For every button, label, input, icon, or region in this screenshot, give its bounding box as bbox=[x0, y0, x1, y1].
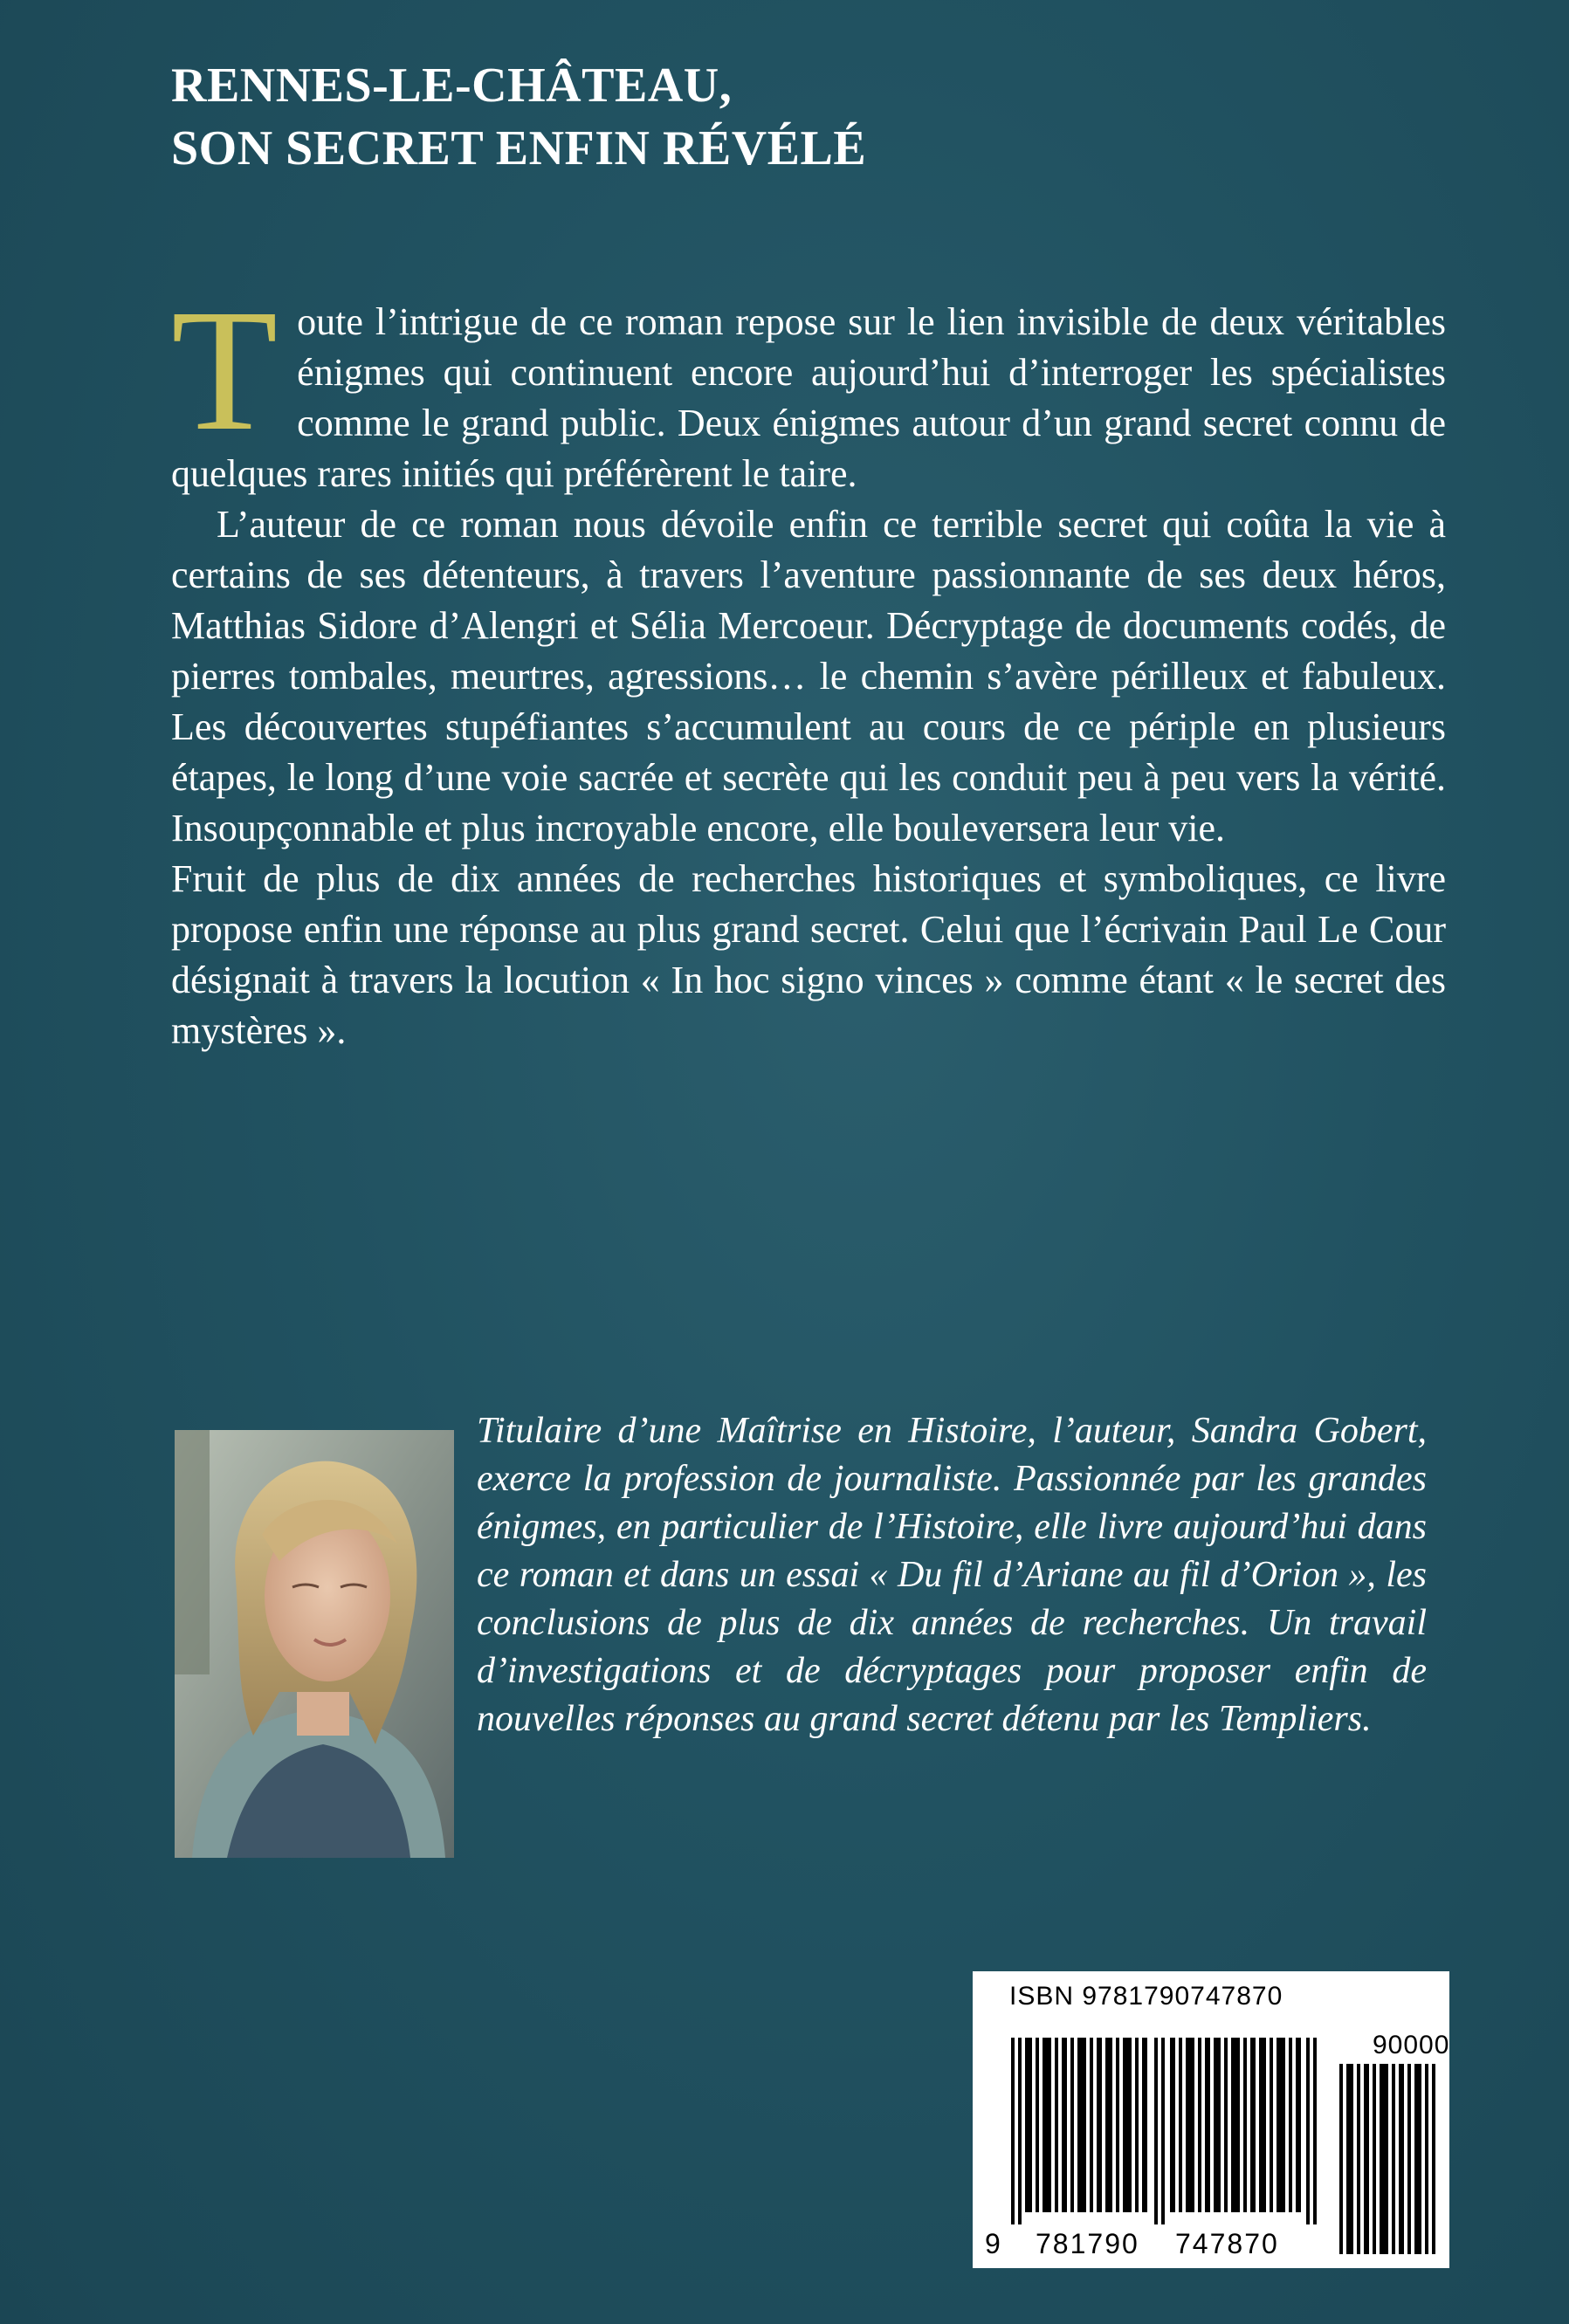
isbn-barcode bbox=[973, 1971, 1449, 2268]
blurb bbox=[171, 274, 1446, 1056]
barcode-digits-right: 747870 bbox=[1175, 2228, 1279, 2259]
barcode-digit-lead: 9 bbox=[985, 2228, 1002, 2259]
blurb-paragraph-3: Fruit de plus de dix années de recherches historiques et symboliques, ce livre propose enfin une réponse au plus grand secret. Celui que l’écrivain Paul Le Cour désignait à travers la locution « In hoc signo vinces » comme étant « le secret des mystères ». bbox=[171, 857, 1446, 1052]
barcode-digits-left: 781790 bbox=[1036, 2228, 1139, 2259]
title-line-2: SON SECRET ENFIN RÉVÉLÉ bbox=[171, 121, 867, 175]
isbn-label: ISBN 9781790747870 bbox=[1009, 1982, 1283, 2011]
addon-barcode-bars-icon bbox=[1339, 2064, 1435, 2254]
price-code: 90000 bbox=[1373, 2031, 1450, 2059]
barcode-bars-icon bbox=[1011, 2038, 1324, 2224]
blurb-paragraph-2: L’auteur de ce roman nous dévoile enfin ce terrible secret qui coûta la vie à certains de ses détenteurs, à travers l’aventure passionnante de ses deux héros, Matthias Sidore d’Alengri et Sélia Mercoeur. Décryptage de documents codés, de pierres tombales, meurtres, agressions… le chemin s’avère périlleux et fabuleux. Les découvertes stupéfiantes s’accumulent au cours de ce périple en plusieurs étapes, le long d’une voie sacrée et secrète qui les conduit peu à peu vers la vérité. Insoupçonnable et plus incroyable encore, elle bouleversera leur vie. bbox=[171, 503, 1446, 849]
author-photo bbox=[175, 1430, 454, 1858]
book-title bbox=[171, 54, 1437, 180]
blurb-paragraph-1-text: oute l’intrigue de ce roman repose sur le lien invisible de deux véritables énigmes qui continuent encore aujourd’hui d’interroger les spécialistes comme le grand public. Deux énigmes autour d’un grand secret connu de quelques rares initiés qui préférèrent le taire. bbox=[171, 300, 1446, 495]
title-line-1: RENNES-LE-CHÂTEAU, bbox=[171, 58, 733, 113]
author-bio: Titulaire d’une Maîtrise en Histoire, l’auteur, Sandra Gobert, exerce la profession de journaliste. Passionnée par les grandes énigmes, en particulier de l’Histoire, elle livre aujourd’hui dans ce roman et dans un essai « Du fil d’Ariane au fil d’Orion », les conclusions de plus de dix années de recherches. Un travail d’investigations et de décryptages pour proposer enfin de nouvelles réponses au grand secret détenu par les Templiers. bbox=[477, 1411, 1427, 1739]
drop-cap-letter: T bbox=[171, 274, 279, 467]
blurb-paragraph-1 bbox=[171, 274, 1446, 499]
